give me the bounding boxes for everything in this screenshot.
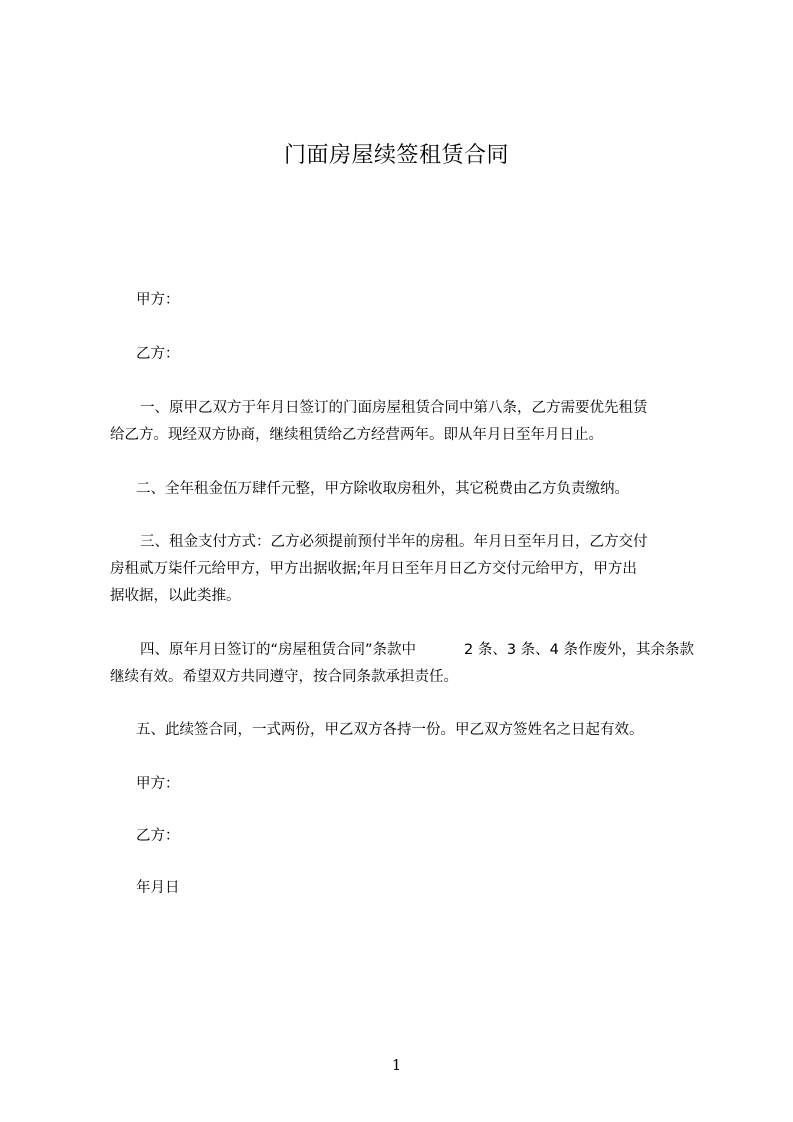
document-title: 门面房屋续签租赁合同 <box>283 143 509 168</box>
clause-3-line-2: 房租贰万柒仟元给甲方，甲方出据收据;年月日至年月日乙方交付元给甲方，甲方出 <box>110 561 637 577</box>
clause-1-line-1: 一、原甲乙双方于年月日签订的门面房屋租赁合同中第八条，乙方需要优先租赁 <box>140 400 648 416</box>
party-b-label-top: 乙方： <box>136 346 180 362</box>
clause-3-line-3: 据收据，以此类推。 <box>110 588 241 604</box>
clause-4-line-1b: 2 条、3 条、4 条作废外，其余条款 <box>464 642 695 658</box>
party-b-label-bottom: 乙方： <box>136 828 180 844</box>
signing-date: 年月日 <box>136 880 180 896</box>
clause-4-line-1a: 四、原年月日签订的“房屋租赁合同”条款中 <box>140 642 417 658</box>
page-number: 1 <box>391 1056 402 1074</box>
clause-3-line-1: 三、租金支付方式：乙方必须提前预付半年的房租。年月日至年月日，乙方交付 <box>140 534 648 550</box>
clause-1-line-2: 给乙方。现经双方协商，继续租赁给乙方经营两年。即从年月日至年月日止。 <box>110 427 603 443</box>
party-a-label-bottom: 甲方： <box>136 776 180 792</box>
party-a-label-top: 甲方： <box>136 292 180 308</box>
clause-2: 二、全年租金伍万肆仟元整，甲方除收取房租外，其它税费由乙方负责缴纳。 <box>136 481 629 497</box>
clause-4-line-2: 继续有效。希望双方共同遵守，按合同条款承担责任。 <box>110 669 458 685</box>
clause-5: 五、此续签合同，一式两份，甲乙双方各持一份。甲乙双方签姓名之日起有效。 <box>136 722 644 738</box>
